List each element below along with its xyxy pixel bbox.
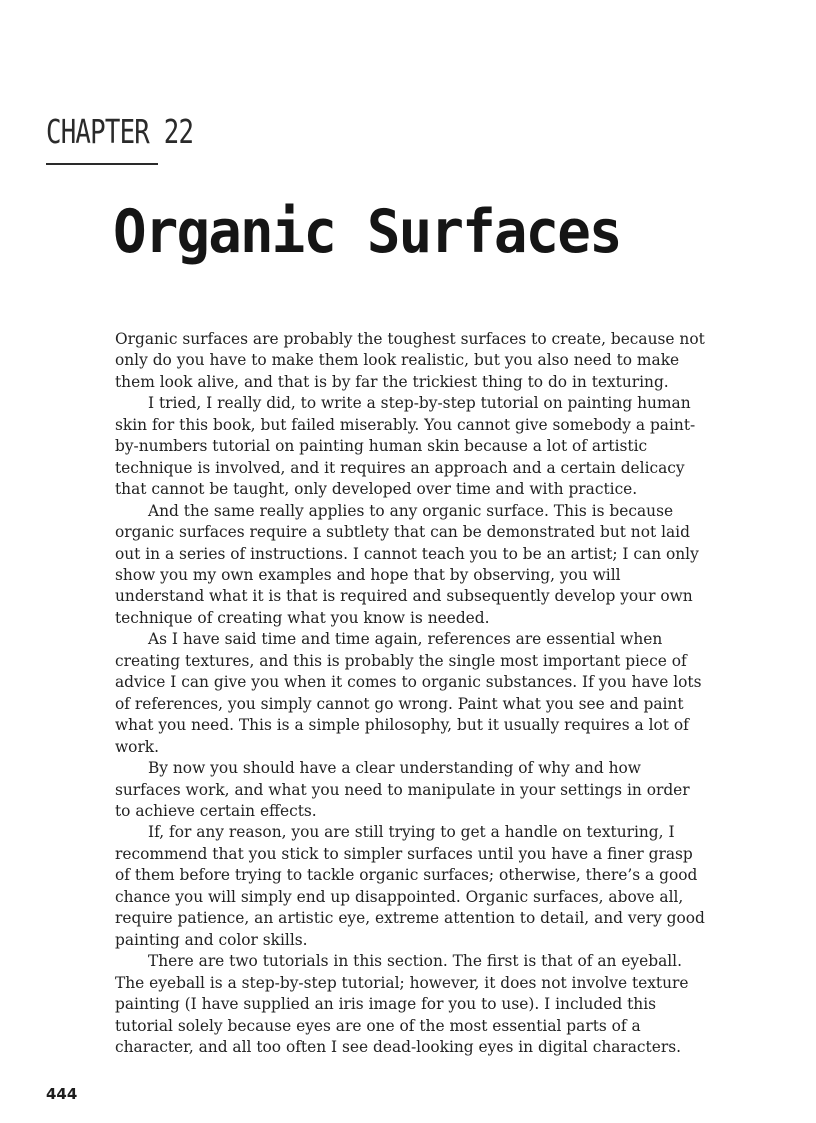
page-number: 444 (46, 1085, 78, 1103)
paragraph: I tried, I really did, to write a step-by-step tutorial on painting human skin for this book, but failed miserably. You cannot give somebody a paint-by-numbers tutorial on painting human skin because a lot of artistic technique is involved, and it requires an approach and a certain delicacy that cannot be taught, only developed over time and with practice. (115, 394, 696, 499)
paragraph: And the same really applies to any organic surface. This is because organic surfaces require a subtlety that can be demonstrated but not laid out in a series of instructions. I cannot teach you to be an artist; I can only show you my own examples and hope that by observing, you will understand what it is that is required and subsequently develop your own technique of creating what you know is needed. (115, 501, 699, 627)
paragraph: Organic surfaces are probably the toughest surfaces to create, because not only do you have to make them look realistic, but you also need to make them look alive, and that is by far the trickiest thing to do in texturing. (115, 330, 705, 391)
chapter-title: Organic Surfaces (113, 197, 621, 267)
chapter-rule (46, 163, 158, 165)
paragraph: If, for any reason, you are still trying to get a handle on texturing, I recommend that you stick to simpler surfaces until you have a finer grasp of them before trying to tackle organic surfaces; otherwise, there’s a good chance you will simply end up disappointed. Organic surfaces, above all, require patience, an artistic eye, extreme attention to detail, and very good painting and color skills. (115, 823, 705, 949)
paragraph: As I have said time and time again, references are essential when creating textures, and this is probably the single most important piece of advice I can give you when it comes to organic substances. If you have lots of references, you simply cannot go wrong. Paint what you see and paint what you need. This is a simple philosophy, but it usually requires a lot of work. (115, 630, 702, 756)
paragraph: By now you should have a clear understanding of why and how surfaces work, and what you need to manipulate in your settings in order to achieve certain effects. (115, 759, 690, 820)
chapter-label: CHAPTER 22 (46, 112, 194, 151)
paragraph: There are two tutorials in this section. The first is that of an eyeball. The eyeball is a step-by-step tutorial; however, it does not involve texture painting (I have supplied an iris image for you to use). I included this tutorial solely because eyes are one of the most essential parts of a character, and all too often I see dead-looking eyes in digital characters. (115, 952, 689, 1056)
body-text (115, 329, 705, 1058)
